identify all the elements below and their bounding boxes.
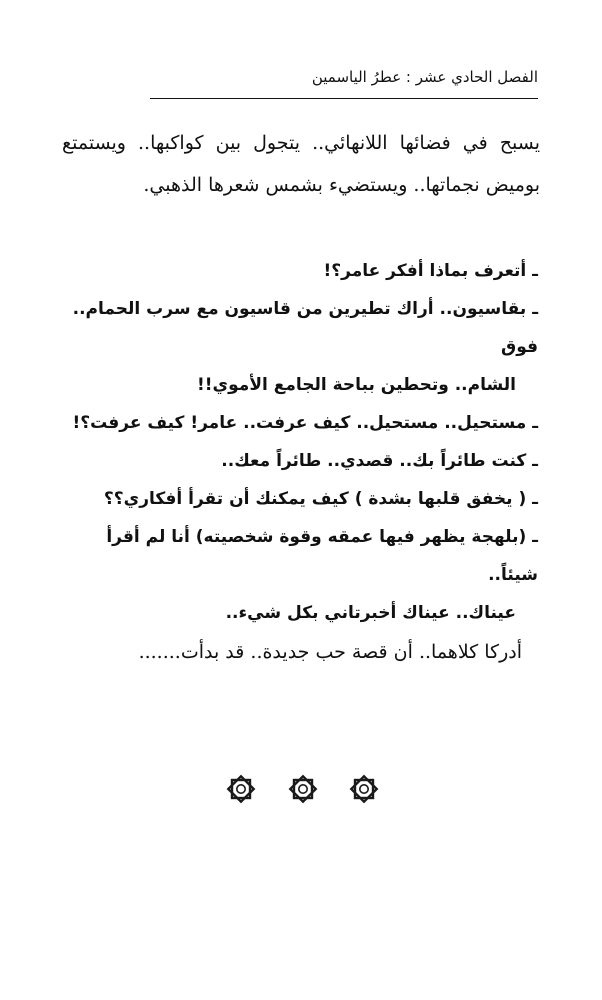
eight-point-star-ornament-icon (348, 773, 380, 805)
dialogue-list (56, 252, 538, 632)
dialogue-line: ـ (بلهجة يظهر فيها عمقه وقوة شخصيته) أنا لم أقرأ شيئاً.. (106, 527, 538, 585)
body-paragraph: يسبح في فضائها اللانهائي.. يتجول بين كواكبها.. ويستمتع بوميض نجماتها.. ويستضيء بشمس شعرها الذهبي. (62, 132, 540, 196)
dialogue-line: ـ ( يخفق قلبها بشدة ) كيف يمكنك أن تقرأ أفكاري؟؟ (103, 489, 538, 509)
dialogue-line-continuation: عيناك.. عيناك أخبرتاني بكل شيء.. (225, 603, 516, 623)
dialogue-line: ـ بقاسيون.. أراك تطيرين من قاسيون مع سرب الحمام.. فوق (72, 299, 538, 357)
eight-point-star-ornament-icon (225, 773, 257, 805)
eight-point-star-ornament-icon (287, 773, 319, 805)
section-break-ornaments (225, 773, 380, 807)
dialogue-line: ـ كنت طائراً بك.. قصدي.. طائراً معك.. (221, 451, 538, 471)
dialogue-line: ـ مستحيل.. مستحيل.. كيف عرفت.. عامر! كيف عرفت؟! (72, 413, 538, 433)
closing-line: أدركا كلاهما.. أن قصة حب جديدة.. قد بدأت....... (138, 641, 522, 663)
running-header: الفصل الحادي عشر : عطرُ الياسمين (311, 68, 538, 86)
header-divider (150, 98, 538, 99)
dialogue-line: ـ أتعرف بماذا أفكر عامر؟! (323, 261, 538, 281)
dialogue-line-continuation: الشام.. وتحطين بباحة الجامع الأموي!! (197, 375, 516, 395)
